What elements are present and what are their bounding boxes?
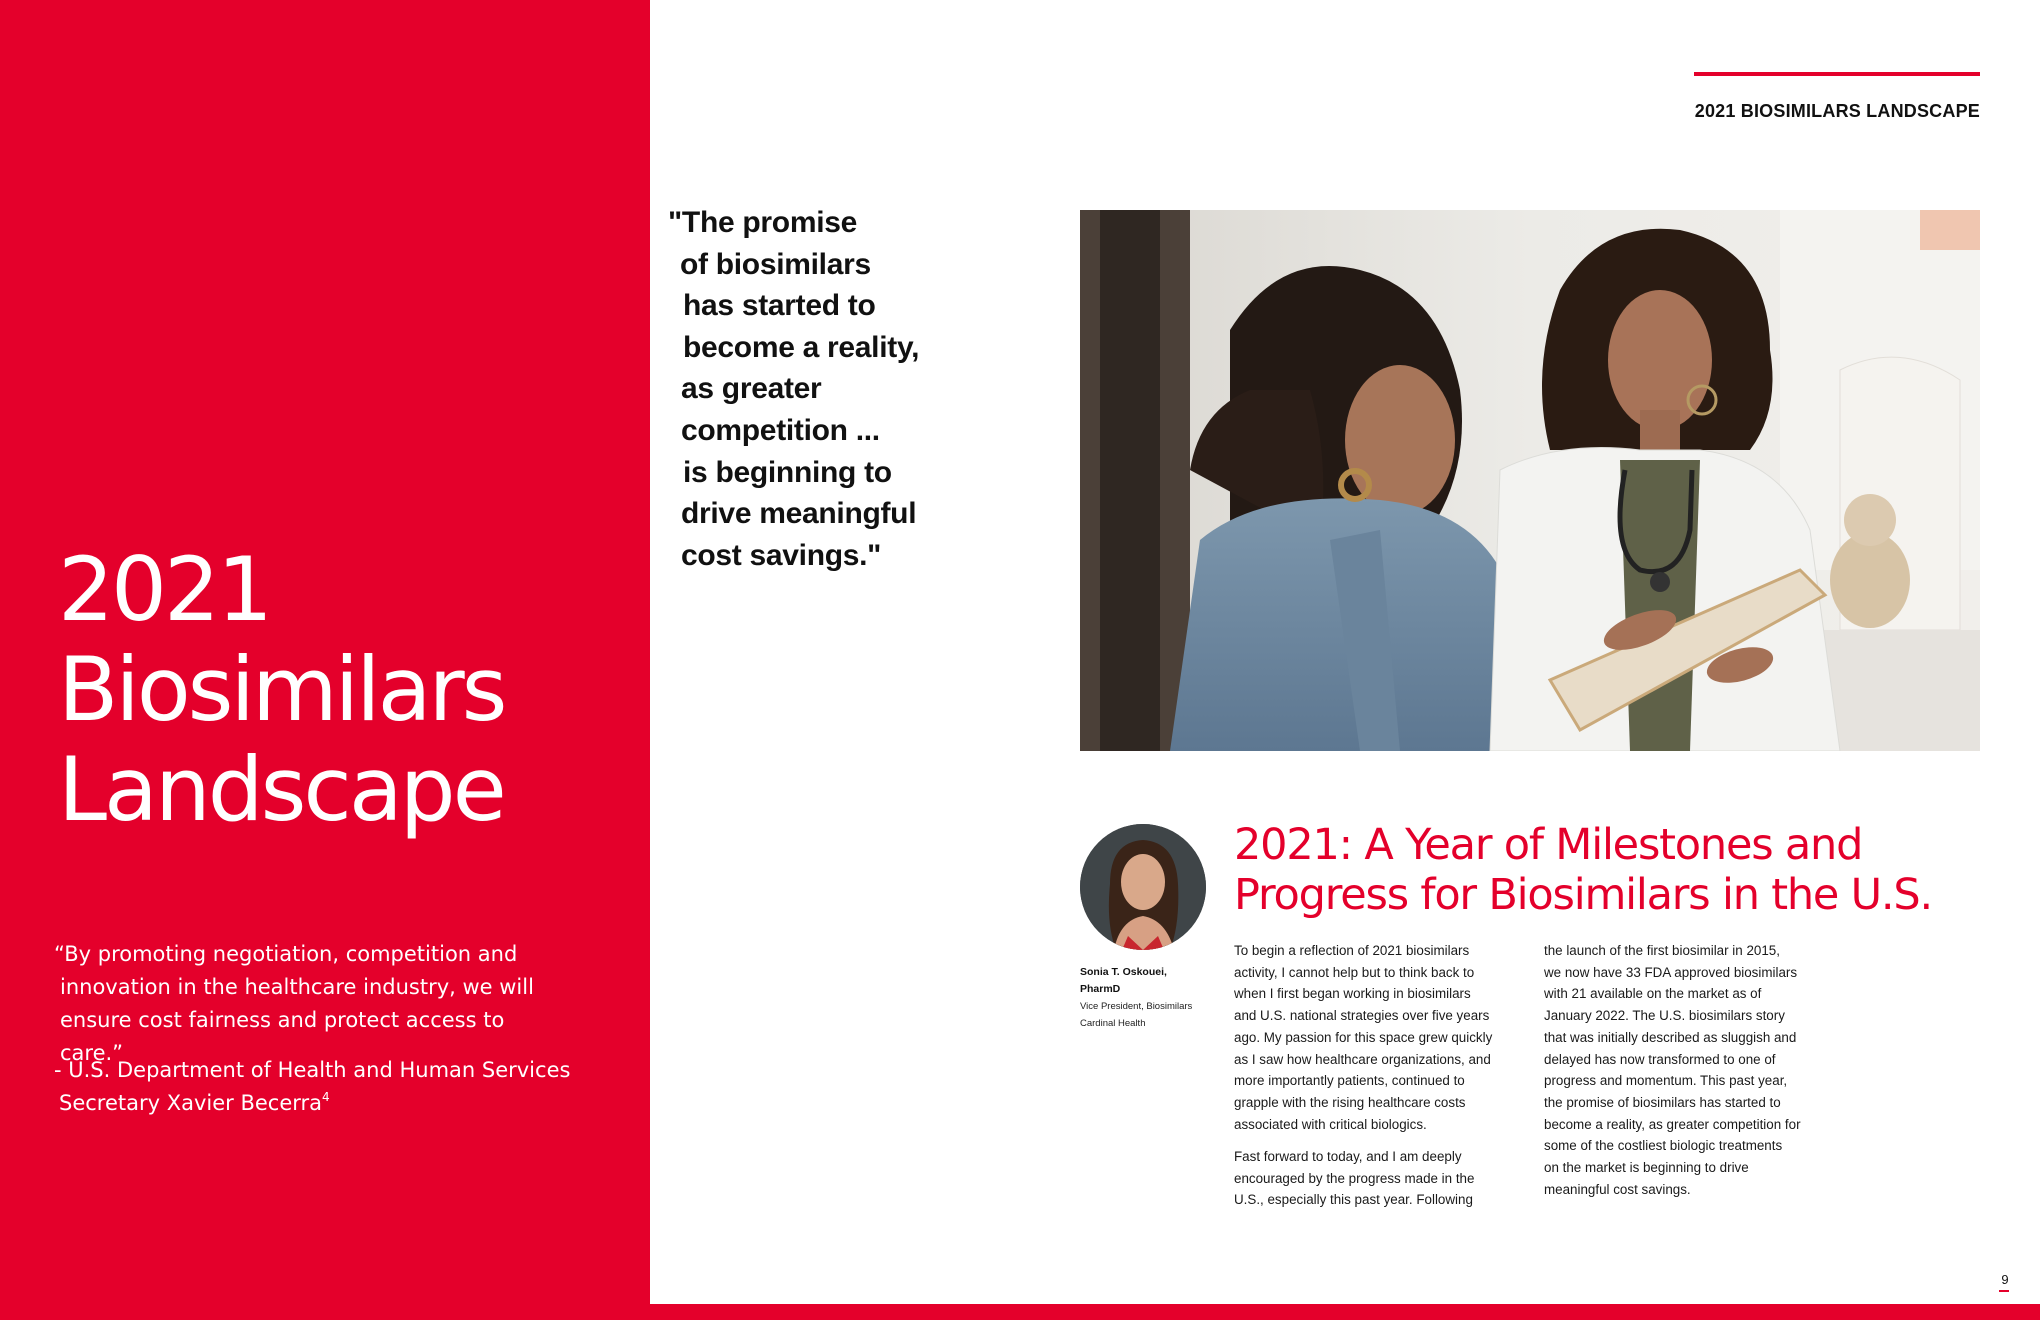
body-line: activity, I cannot help but to think back to [1234,964,1475,980]
body-line: delayed has now transformed to one of [1544,1051,1776,1067]
body-line: more importantly patients, continued to [1234,1073,1465,1089]
pull-quote-line: "The promise [668,206,857,239]
hero-photo [1080,210,1980,751]
cover-attribution-name: Secretary Xavier Becerra [59,1091,323,1115]
cover-title [58,540,618,840]
cover-quote-line: ensure cost fairness and protect access to care.” [60,1008,505,1065]
pull-quote-line: drive meaningful [681,497,917,531]
running-header: 2021 BIOSIMILARS LANDSCAPE [1694,101,1980,121]
body-line: we now have 33 FDA approved biosimilars [1544,964,1798,980]
page-number: 9 [2001,1272,2009,1287]
body-line: ago. My passion for this space grew quickly [1234,1029,1493,1045]
footer-bar [650,1304,2040,1320]
body-line: encouraged by the progress made in the [1234,1170,1475,1186]
body-line: U.S., especially this past year. Following [1234,1192,1473,1208]
cover-quote [54,938,574,1070]
body-line: To begin a reflection of 2021 biosimilars [1234,943,1470,958]
article-title-line: 2021: A Year of Milestones and [1234,820,1863,870]
author-role [1080,998,1210,1032]
cover-quote-line: innovation in the healthcare industry, we will [60,975,534,999]
header-rule [1694,72,1980,76]
body-line: and U.S. national strategies over five years [1234,1008,1490,1024]
article-column-1-paragraph-2 [1234,1146,1524,1211]
pull-quote-line: become a reality, [683,330,920,364]
author-name-line: Sonia T. Oskouei, [1080,966,1167,978]
body-line: some of the costliest biologic treatments [1544,1138,1783,1154]
body-line: become a reality, as greater competition for [1544,1116,1801,1132]
cover-title-line: 2021 [58,538,270,641]
author-role-line: Cardinal Health [1080,1018,1146,1029]
article-title [1234,820,1954,920]
pull-quote-line: competition ... [681,413,880,447]
pull-quote [668,202,968,576]
pull-quote-line: has started to [683,289,876,323]
body-line: Fast forward to today, and I am deeply [1234,1149,1462,1164]
cover-attribution-line [54,1087,614,1120]
cover-title-line: Biosimilars [58,638,505,741]
cover-title-line: Landscape [58,738,504,841]
body-line: the promise of biosimilars has started to [1544,1094,1781,1110]
body-line: associated with critical biologics. [1234,1116,1427,1132]
cover-attribution [54,1054,614,1120]
pull-quote-line: cost savings." [681,538,882,572]
article-column-2 [1544,940,1844,1200]
author-name [1080,964,1210,998]
article-column-1-paragraph-1 [1234,940,1524,1135]
cover-quote-line: “By promoting negotiation, competition and [54,942,518,966]
cover-panel [0,0,650,1320]
author-avatar [1080,824,1206,950]
body-line: January 2022. The U.S. biosimilars story [1544,1008,1785,1024]
pull-quote-line: is beginning to [683,455,892,489]
body-line: progress and momentum. This past year, [1544,1073,1788,1089]
pull-quote-line: of biosimilars [680,247,871,281]
body-line: on the market is beginning to drive [1544,1160,1749,1176]
body-line: the launch of the first biosimilar in 2015, [1544,943,1780,958]
body-line: with 21 available on the market as of [1544,986,1762,1002]
article-title-line: Progress for Biosimilars in the U.S. [1234,870,1932,920]
pull-quote-line: as greater [681,372,822,406]
author-name-line: PharmD [1080,983,1121,995]
body-line: grapple with the rising healthcare costs [1234,1094,1466,1110]
body-line: when I first began working in biosimilars [1234,986,1471,1002]
footnote-ref[interactable]: 4 [322,1090,330,1104]
body-line: meaningful cost savings. [1544,1181,1691,1197]
body-line: that was initially described as sluggish and [1544,1029,1797,1045]
page-number-rule [1999,1290,2009,1292]
author-role-line: Vice President, Biosimilars [1080,1001,1193,1012]
cover-attribution-line: - U.S. Department of Health and Human Services [54,1058,571,1082]
body-line: as I saw how healthcare organizations, and [1234,1051,1491,1067]
